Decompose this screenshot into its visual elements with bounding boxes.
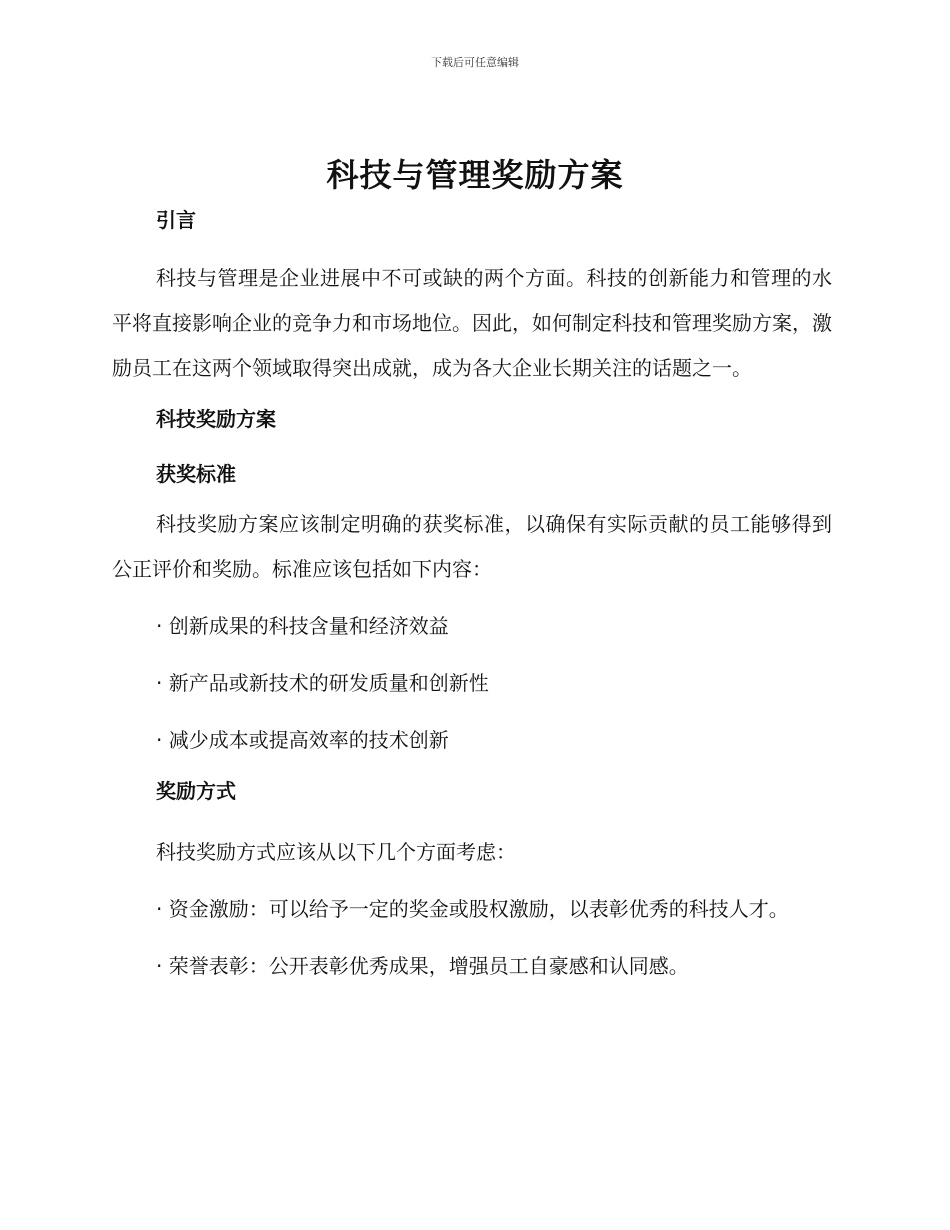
spacer (112, 932, 832, 944)
spacer (112, 236, 832, 256)
list-item: · 创新成果的科技含量和经济效益 (156, 614, 449, 638)
list-item: · 新产品或新技术的研发质量和创新性 (156, 671, 489, 695)
list-item: · 荣誉表彰：公开表彰优秀成果，增强员工自豪感和认同感。 (156, 954, 689, 978)
criteria-paragraph: 科技奖励方案应该制定明确的获奖标准，以确保有实际贡献的员工能够得到公正评价和奖励。标准应该包括如下内容： (112, 512, 832, 581)
spacer (112, 875, 832, 887)
header-note: 下载后可任意编辑 (431, 56, 519, 69)
document-title: 科技与管理奖励方案 (326, 156, 624, 194)
spacer (112, 763, 832, 775)
spacer (112, 391, 832, 403)
method-heading: 奖励方式 (156, 779, 236, 803)
spacer (112, 490, 832, 502)
spacer (112, 592, 832, 604)
spacer (112, 706, 832, 718)
document-body (112, 204, 832, 989)
intro-paragraph: 科技与管理是企业进展中不可或缺的两个方面。科技的创新能力和管理的水平将直接影响企业的竞争力和市场地位。因此，如何制定科技和管理奖励方案，激励员工在这两个领域取得突出成就，成为各大企业长期关注的话题之一。 (112, 266, 832, 380)
list-item: · 资金激励：可以给予一定的奖金或股权激励，以表彰优秀的科技人才。 (156, 897, 789, 921)
tech-reward-heading: 科技奖励方案 (156, 407, 276, 431)
spacer (112, 435, 832, 458)
method-paragraph: 科技奖励方式应该从以下几个方面考虑： (156, 840, 516, 864)
intro-heading: 引言 (156, 208, 196, 232)
spacer (112, 649, 832, 661)
list-item: · 减少成本或提高效率的技术创新 (156, 728, 449, 752)
spacer (112, 807, 832, 830)
criteria-heading: 获奖标准 (156, 462, 236, 486)
